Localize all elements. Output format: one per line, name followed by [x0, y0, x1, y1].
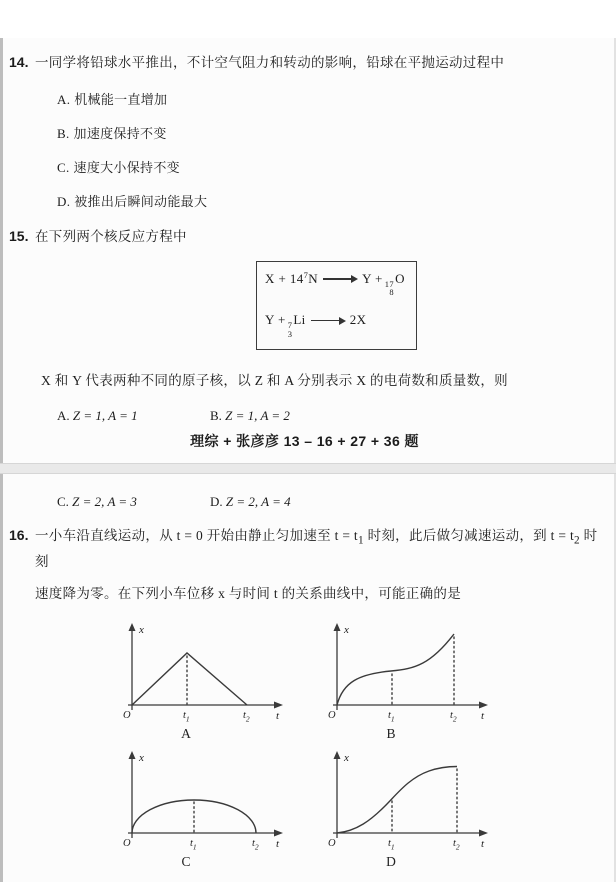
y-axis-label: x: [344, 752, 349, 765]
nuclear-equations: [256, 261, 600, 350]
origin-label: O: [328, 838, 336, 850]
question-16-stem-line1: [35, 525, 600, 574]
eq1-oxygen-prescript: [385, 280, 394, 298]
top-margin: [0, 0, 616, 38]
question-15: [9, 226, 600, 248]
question-15-options-cd: [57, 494, 600, 510]
option-text: Z = 1, A = 2: [225, 407, 290, 423]
y-axis-arrow-icon: [334, 623, 341, 631]
origin-label: O: [123, 838, 131, 850]
question-14-number: 14.: [9, 54, 29, 70]
eq1-rhs: Y +: [362, 271, 383, 286]
t1-tick-label: $t_1$: [183, 710, 190, 724]
y-axis-arrow-icon: [129, 623, 136, 631]
graph-option-a: [112, 620, 302, 742]
origin-label: O: [328, 710, 336, 722]
page-block-2: [0, 474, 616, 882]
position-time-graph-b: [317, 620, 507, 723]
question-16-stem-line2: 速度降为零。在下列小车位移 x 与时间 t 的关系曲线中，可能正确的是: [35, 586, 461, 602]
position-time-graph-a: [112, 620, 302, 723]
eq2-lhs: Y +: [265, 312, 286, 328]
eq2-symbol-li: Li: [293, 312, 306, 328]
option-c: [57, 494, 210, 510]
eq1-symbol-o: O: [395, 271, 405, 286]
option-text: 被推出后瞬间动能最大: [74, 194, 208, 209]
x-axis-label: t: [276, 838, 280, 851]
page-block-1: [0, 38, 616, 463]
equation-line-2: [265, 312, 405, 338]
question-14: [9, 52, 600, 74]
question-16-number: 16.: [9, 526, 29, 543]
y-axis-arrow-icon: [334, 751, 341, 759]
reaction-arrow-icon: [323, 278, 356, 280]
option-d: [57, 191, 600, 210]
paper-banner: 理综 + 张彦彦 13 – 16 + 27 + 36 题: [190, 432, 419, 449]
option-text: 速度大小保持不变: [73, 160, 180, 175]
x-axis-label: t: [481, 710, 485, 723]
t1-tick-label: $t_1$: [388, 710, 395, 724]
eq2-rhs: 2X: [349, 312, 367, 328]
x-axis-arrow-icon: [274, 830, 283, 837]
question-14-options: [57, 89, 600, 210]
option-b: [57, 123, 600, 142]
mass-number: 7: [287, 319, 293, 330]
option-label: B.: [57, 126, 70, 141]
origin-label: O: [123, 710, 131, 722]
question-14-stem: 一同学将铅球水平推出，不计空气阻力和转动的影响，铅球在平抛运动过程中: [35, 55, 505, 70]
option-label: A.: [57, 407, 70, 423]
t2-tick-label: $t_2$: [252, 838, 259, 852]
y-axis-label: x: [139, 752, 144, 765]
page-separator: [0, 463, 616, 474]
stem-segment: 一小车沿直线运动，从 t = 0 开始由静止匀加速至 t = t: [35, 527, 358, 543]
graph-letter: A: [181, 726, 191, 742]
position-time-graph-c: [112, 748, 302, 851]
atomic-number: 3: [287, 328, 293, 339]
option-d: [210, 494, 363, 510]
stem-segment: 时刻，此后做匀减速运动，到 t = t: [363, 527, 575, 543]
position-time-graph-d: [317, 748, 507, 851]
option-text: Z = 1, A = 1: [72, 407, 138, 423]
question-15-followup: X 和 Y 代表两种不同的原子核，以 Z 和 A 分别表示 X 的电荷数和质量数，则: [41, 372, 508, 388]
option-text: 加速度保持不变: [73, 126, 167, 141]
option-label: D.: [57, 194, 71, 209]
option-a: [57, 408, 210, 424]
eq2-lithium-prescript: [288, 321, 293, 339]
t1-tick-label: $t_1$: [190, 838, 197, 852]
question-16: [9, 525, 600, 574]
option-label: B.: [210, 407, 222, 423]
option-text: 机械能一直增加: [74, 92, 168, 107]
eq1-symbol-n: N: [308, 271, 319, 286]
x-axis-arrow-icon: [479, 830, 488, 837]
t2-tick-label: $t_2$: [450, 710, 457, 724]
graph-letter: B: [386, 726, 396, 742]
x-axis-label: t: [481, 838, 485, 851]
eq1-mass-sup: 7: [303, 270, 309, 280]
option-label: A.: [57, 92, 71, 107]
question-15-options-ab: [57, 408, 600, 424]
x-axis-arrow-icon: [479, 702, 488, 709]
graph-option-c: [112, 748, 302, 870]
option-b: [210, 408, 363, 424]
t2-tick-label: $t_2$: [243, 710, 250, 724]
question-15-stem: 在下列两个核反应方程中: [35, 229, 187, 244]
equation-box: [256, 261, 417, 350]
t1-tick-label: $t_1$: [388, 838, 395, 852]
t2-subscript: 2: [574, 534, 580, 547]
option-c: [57, 157, 600, 176]
y-axis-label: x: [139, 624, 144, 637]
equation-line-1: [265, 270, 405, 297]
option-a: [57, 89, 600, 108]
reaction-arrow-icon: [311, 320, 344, 322]
t2-tick-label: $t_2$: [453, 838, 460, 852]
graph-letter: C: [181, 854, 191, 870]
mass-number: 17: [384, 278, 395, 289]
option-label: D.: [210, 493, 223, 509]
option-label: C.: [57, 160, 70, 175]
t1-subscript: 1: [357, 534, 364, 547]
graph-option-d: [317, 748, 507, 870]
eq1-lhs: X + 14: [265, 271, 304, 286]
question-15-number: 15.: [9, 228, 29, 244]
option-text: Z = 2, A = 4: [225, 493, 291, 509]
option-label: C.: [57, 493, 69, 509]
x-axis-arrow-icon: [274, 702, 283, 709]
answer-graphs-grid: [112, 620, 600, 870]
x-axis-label: t: [276, 710, 280, 723]
y-axis-label: x: [344, 624, 349, 637]
stem-segment: 时刻: [35, 527, 598, 570]
graph-option-b: [317, 620, 507, 742]
y-axis-arrow-icon: [129, 751, 136, 759]
graph-letter: D: [386, 854, 396, 870]
option-text: Z = 2, A = 3: [72, 493, 137, 509]
atomic-number: 8: [389, 287, 395, 298]
